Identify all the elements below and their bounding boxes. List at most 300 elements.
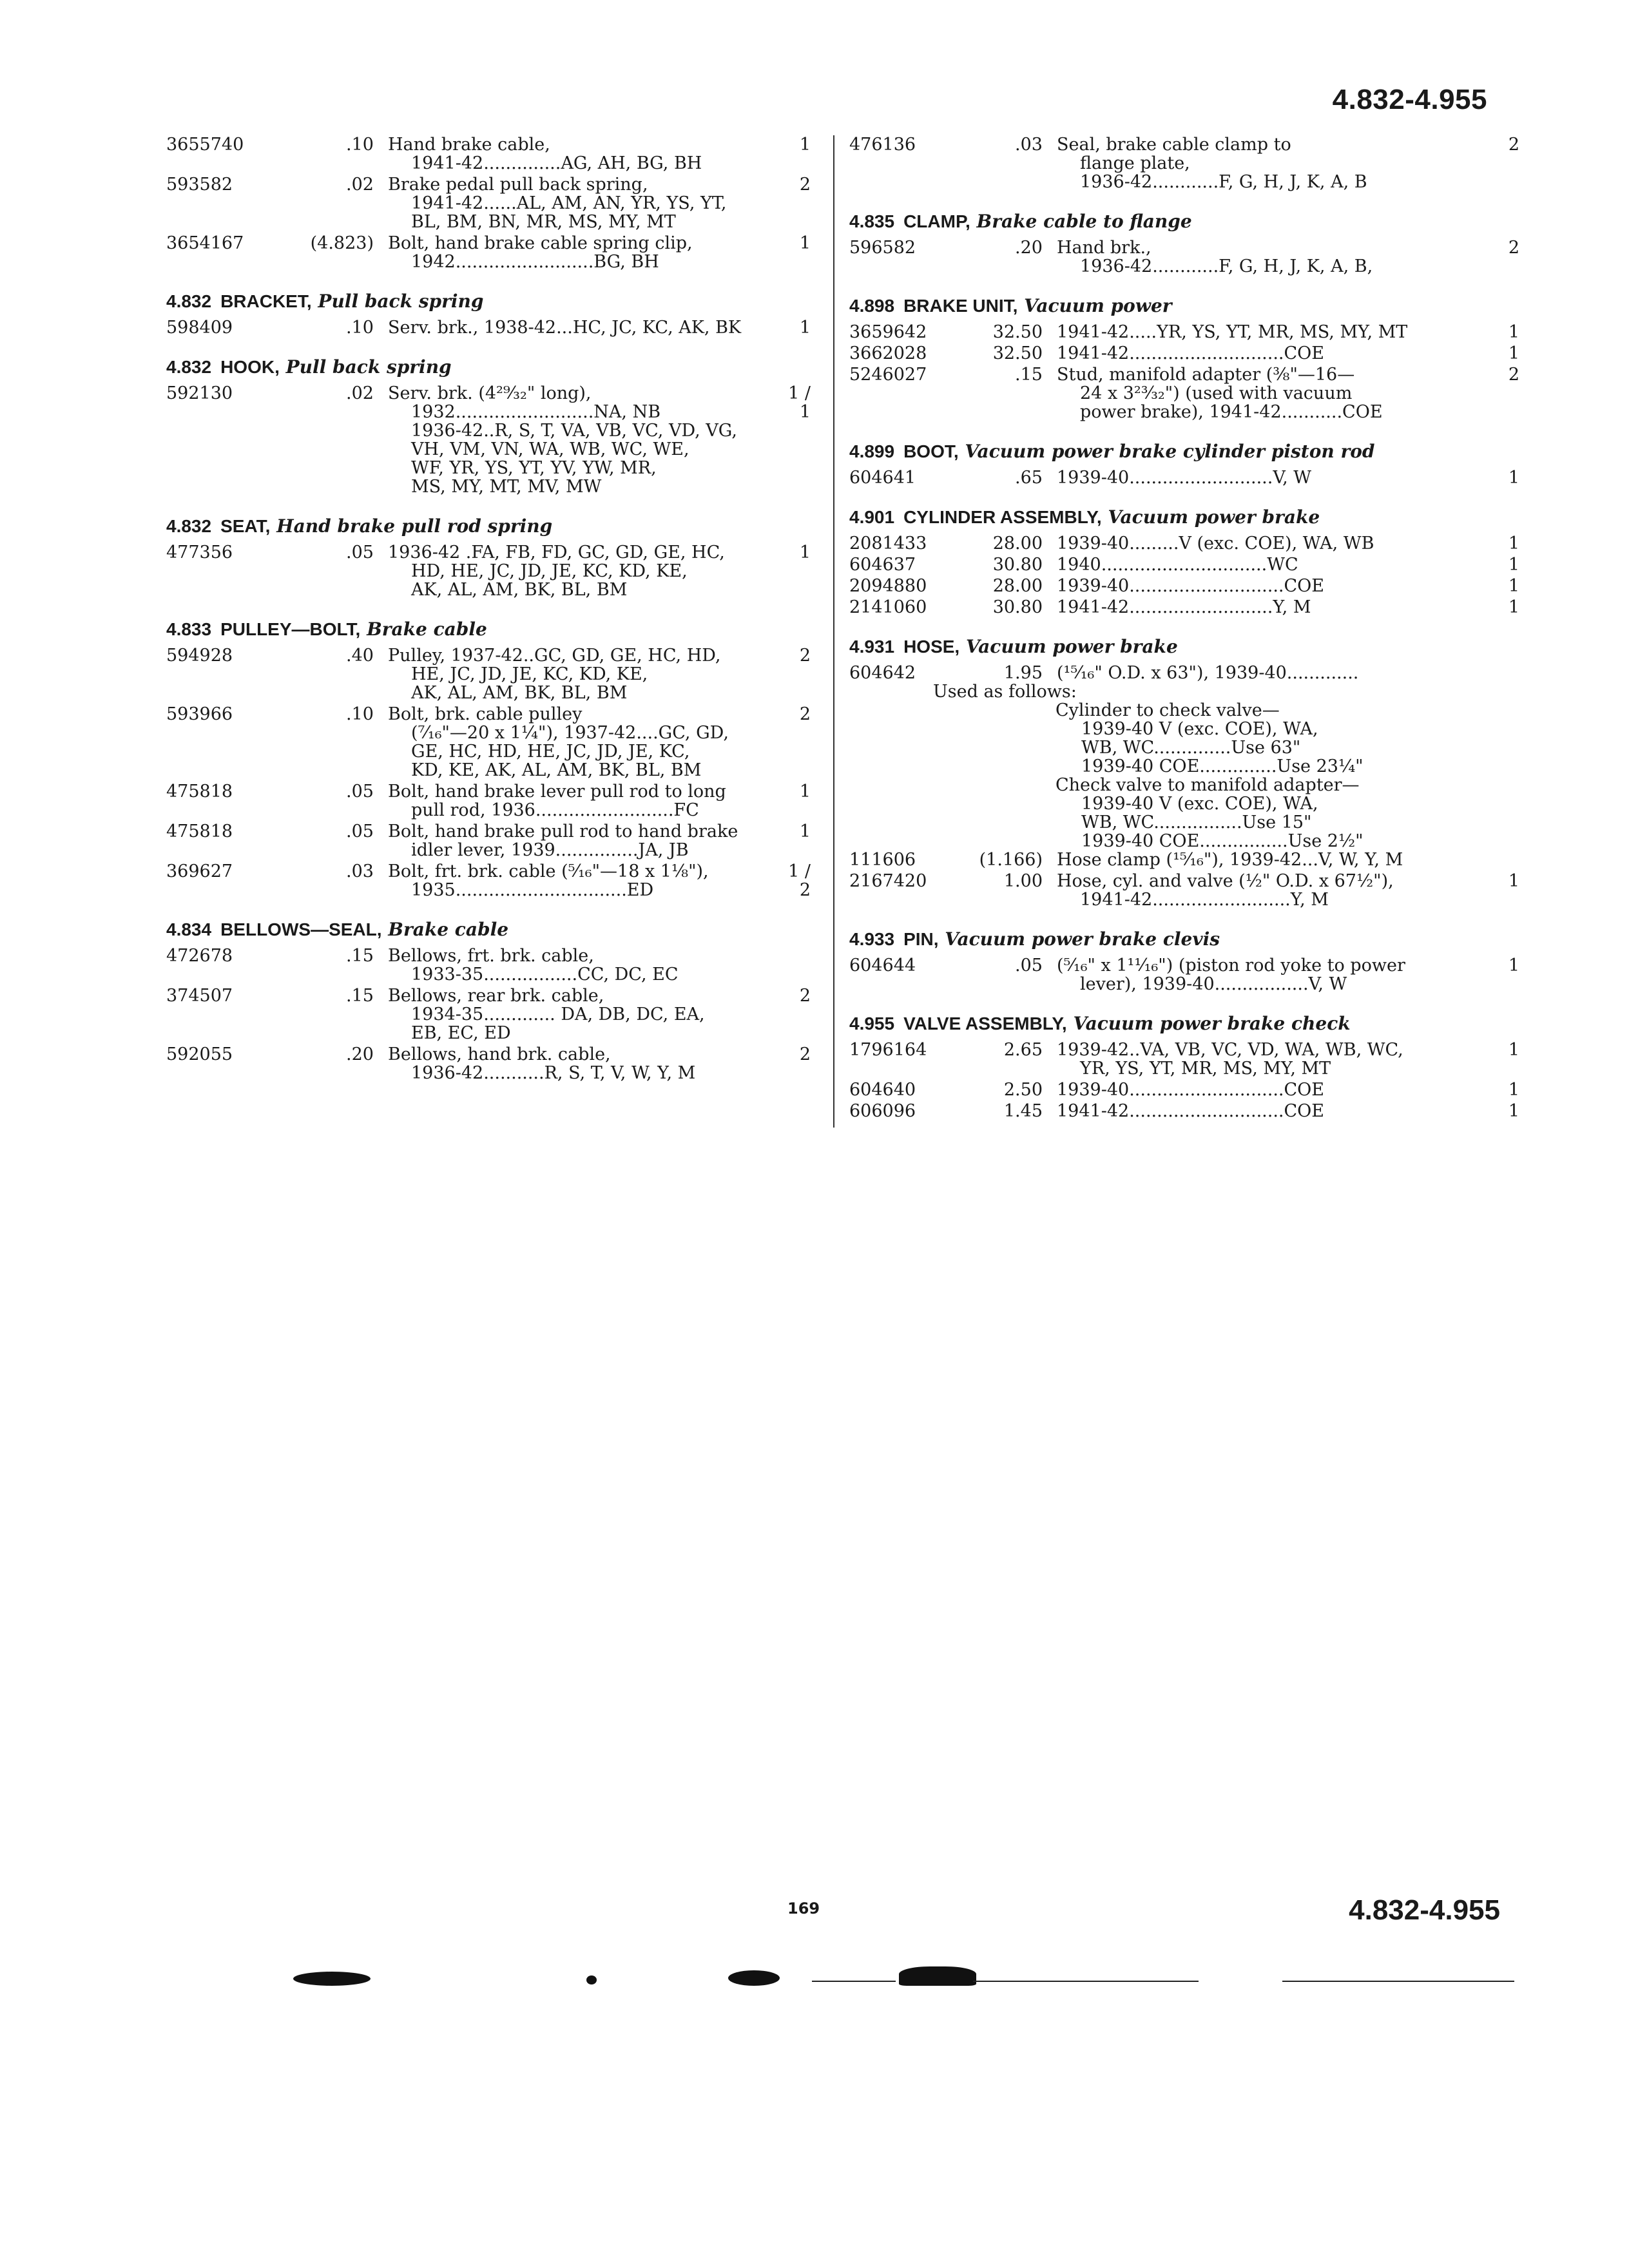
parts-row — [849, 850, 1519, 869]
section-subtitle: Pull back spring — [318, 291, 484, 312]
parts-row — [849, 323, 1519, 341]
column-divider — [833, 135, 834, 1128]
price: 30.80 — [992, 597, 1043, 617]
part-section — [849, 506, 1519, 617]
section-title — [166, 291, 811, 312]
price: (1.166) — [979, 850, 1043, 870]
description-line: Pulley, 1937-42..GC, GD, GE, HC, HD, — [388, 646, 721, 666]
quantity: 1 — [1508, 1040, 1519, 1060]
part-number: 594928 — [166, 646, 233, 666]
section-code: 4.898 — [849, 296, 895, 316]
description-line: 24 x 3²³⁄₃₂") (used with vacuum — [1080, 383, 1353, 403]
description — [1057, 534, 1494, 553]
description-line: 1932.........................NA, NB — [411, 402, 661, 422]
part-number: 606096 — [849, 1101, 916, 1121]
scan-smudge — [899, 1966, 976, 1986]
part-section — [849, 295, 1519, 421]
description — [388, 384, 772, 496]
description-line: YR, YS, YT, MR, MS, MY, MT — [1080, 1059, 1331, 1079]
section-code: 4.835 — [849, 211, 895, 231]
section-name: CLAMP, — [903, 211, 970, 231]
description-line: 1941-42............................COE — [1057, 343, 1325, 363]
part-number: 369627 — [166, 861, 233, 881]
part-section — [849, 636, 1519, 909]
section-name: SEAT, — [220, 516, 271, 536]
part-number: 604640 — [849, 1080, 916, 1100]
description-line: lever), 1939-40.................V, W — [1080, 974, 1347, 994]
section-subtitle: Vacuum power brake check — [1073, 1013, 1351, 1034]
parts-row — [166, 543, 811, 599]
price: .05 — [346, 782, 374, 802]
description — [1057, 365, 1494, 421]
description-line: MS, MY, MT, MV, MW — [411, 477, 602, 497]
description-line: Bolt, hand brake lever pull rod to long — [388, 782, 726, 802]
section-title — [849, 1013, 1519, 1034]
price: .20 — [1015, 238, 1043, 258]
description-line: AK, AL, AM, BK, BL, BM — [411, 683, 628, 703]
part-section — [849, 928, 1519, 994]
quantity: 1 — [1508, 1080, 1519, 1100]
price: 2.50 — [1003, 1080, 1043, 1100]
section-name: HOOK, — [220, 357, 280, 377]
quantity — [1494, 664, 1519, 682]
parts-row — [849, 577, 1519, 595]
used-as-line: WB, WC................Use 15" — [1081, 812, 1312, 832]
description-line: Stud, manifold adapter (⅜"—16— — [1057, 365, 1355, 385]
description-line: 1936-42............F, G, H, J, K, A, B, — [1080, 256, 1373, 276]
description — [1057, 344, 1494, 363]
description-line: KD, KE, AK, AL, AM, BK, BL, BM — [411, 760, 702, 780]
part-number: 604641 — [849, 468, 916, 488]
section-name: HOSE, — [903, 637, 960, 657]
price: .10 — [346, 135, 374, 155]
section-code: 4.833 — [166, 619, 212, 639]
parts-row — [849, 598, 1519, 617]
quantity: 1 — [799, 318, 811, 338]
continued-entries — [849, 135, 1519, 191]
part-number: 374507 — [166, 986, 233, 1006]
used-as-line: 1939-40 COE..............Use 23¼" — [1081, 756, 1364, 776]
description-line: Hose, cyl. and valve (½" O.D. x 67½"), — [1057, 871, 1394, 891]
description-line: 1934-35............. DA, DB, DC, EA, — [411, 1004, 705, 1024]
section-title — [166, 356, 811, 378]
parts-row — [166, 947, 811, 984]
description — [388, 135, 772, 173]
section-title — [166, 919, 811, 940]
part-number: 1796164 — [849, 1040, 927, 1060]
section-subtitle: Brake cable — [388, 919, 509, 940]
part-number: 2094880 — [849, 576, 927, 596]
parts-row — [166, 175, 811, 231]
description — [1057, 1041, 1494, 1078]
quantity: 1 — [1508, 533, 1519, 553]
section-title — [849, 295, 1519, 316]
price: 32.50 — [992, 343, 1043, 363]
price: .15 — [346, 986, 374, 1006]
part-number: 477356 — [166, 543, 233, 562]
price: 32.50 — [992, 322, 1043, 342]
section-title — [849, 441, 1519, 462]
price: 28.00 — [992, 533, 1043, 553]
page-number: 169 — [787, 1899, 820, 1917]
description-line: Serv. brk., 1938-42...HC, JC, KC, AK, BK — [388, 318, 742, 338]
part-section — [166, 919, 811, 1082]
price: .15 — [1015, 365, 1043, 385]
parts-row — [166, 384, 811, 496]
section-subtitle: Vacuum power — [1024, 295, 1172, 316]
part-number: 475818 — [166, 782, 233, 802]
quantity: 1 — [799, 822, 811, 841]
quantity — [772, 947, 811, 984]
description-line: VH, VM, VN, WA, WB, WC, WE, — [411, 439, 689, 459]
used-as-block — [849, 682, 1519, 850]
description-line: 1936-42..R, S, T, VA, VB, VC, VD, VG, — [411, 421, 737, 441]
description — [388, 543, 772, 599]
description-line: WF, YR, YS, YT, YV, YW, MR, — [411, 458, 657, 478]
used-as-line: WB, WC..............Use 63" — [1081, 738, 1301, 758]
section-code: 4.832 — [166, 516, 212, 536]
part-number: 2167420 — [849, 871, 927, 891]
description-line: pull rod, 1936.........................FC — [411, 800, 699, 820]
price: .65 — [1015, 468, 1043, 488]
price: 1.00 — [1003, 871, 1043, 891]
description-line: 1939-40............................COE — [1057, 576, 1325, 596]
description-line: GE, HC, HD, HE, JC, JD, JE, KC, — [411, 742, 690, 762]
section-code: 4.834 — [166, 919, 212, 939]
left-column — [166, 135, 811, 1102]
part-number: 111606 — [849, 850, 916, 870]
description-line: 1941-42..............AG, AH, BG, BH — [411, 153, 702, 173]
section-subtitle: Vacuum power brake cylinder piston rod — [965, 441, 1375, 462]
description — [1057, 468, 1494, 487]
description — [388, 782, 772, 820]
description-line: 1939-40..........................V, W — [1057, 468, 1312, 488]
description-line: 1936-42............F, G, H, J, K, A, B — [1080, 172, 1367, 192]
section-code: 4.899 — [849, 441, 895, 461]
parts-row — [166, 318, 811, 337]
description — [388, 318, 772, 337]
description-line: (¹⁵⁄₁₆" O.D. x 63"), 1939-40............. — [1057, 663, 1359, 683]
section-subtitle: Hand brake pull rod spring — [276, 515, 553, 537]
part-section — [166, 356, 811, 496]
description — [1057, 555, 1494, 574]
description-line: Bellows, hand brk. cable, — [388, 1044, 611, 1064]
section-name: VALVE ASSEMBLY, — [903, 1014, 1067, 1033]
description — [388, 646, 772, 702]
quantity — [1494, 850, 1519, 869]
description-line: 1941-42............................COE — [1057, 1101, 1325, 1121]
price: .10 — [346, 318, 374, 338]
description — [388, 822, 772, 860]
description — [1057, 238, 1494, 276]
price: .05 — [346, 822, 374, 841]
description-line: HE, JC, JD, JE, KC, KD, KE, — [411, 664, 648, 684]
used-as-line: 1939-40 V (exc. COE), WA, — [1081, 719, 1318, 739]
part-section — [849, 441, 1519, 487]
section-code: 4.832 — [166, 357, 212, 377]
section-name: BRAKE UNIT, — [903, 296, 1018, 316]
parts-row — [849, 664, 1519, 682]
parts-row — [166, 234, 811, 271]
description-line: 1935...............................ED — [411, 880, 654, 900]
description-line: power brake), 1941-42...........COE — [1080, 402, 1383, 422]
description — [388, 947, 772, 984]
quantity: 1 — [799, 233, 811, 253]
section-title — [849, 928, 1519, 950]
price: .20 — [346, 1044, 374, 1064]
description-line: 1939-42..VA, VB, VC, VD, WA, WB, WC, — [1057, 1040, 1403, 1060]
scan-smudge — [586, 1975, 597, 1984]
section-title — [849, 506, 1519, 528]
price: .02 — [346, 383, 374, 403]
quantity: 1 — [1508, 468, 1519, 488]
description — [388, 234, 772, 271]
price: (4.823) — [310, 233, 374, 253]
quantity: 1 — [1508, 1101, 1519, 1121]
description-line: 1939-40............................COE — [1057, 1080, 1325, 1100]
price: .05 — [1015, 956, 1043, 975]
description-line: 1941-42......AL, AM, AN, YR, YS, YT, — [411, 193, 727, 213]
description — [1057, 1102, 1494, 1120]
description — [388, 986, 772, 1043]
part-section — [166, 291, 811, 337]
section-code: 4.832 — [166, 291, 212, 311]
part-number: 475818 — [166, 822, 233, 841]
scan-smudge — [728, 1970, 780, 1986]
description — [1057, 135, 1494, 191]
section-title — [849, 636, 1519, 657]
description-line: Bellows, rear brk. cable, — [388, 986, 604, 1006]
parts-row — [849, 344, 1519, 363]
section-name: CYLINDER ASSEMBLY, — [903, 507, 1102, 527]
quantity: 2 — [799, 646, 811, 666]
section-title — [849, 211, 1519, 232]
quantity: 2 — [799, 704, 811, 724]
price: .03 — [346, 861, 374, 881]
description-line: 1941-42.....YR, YS, YT, MR, MS, MY, MT — [1057, 322, 1408, 342]
description-line: Hose clamp (¹⁵⁄₁₆"), 1939-42...V, W, Y, M — [1057, 850, 1403, 870]
part-number: 472678 — [166, 946, 233, 966]
parts-row — [849, 956, 1519, 994]
section-title — [166, 619, 811, 640]
part-number: 5246027 — [849, 365, 927, 385]
description — [388, 1045, 772, 1082]
part-section — [849, 1013, 1519, 1120]
continued-entries — [166, 135, 811, 271]
parts-row — [849, 1041, 1519, 1078]
price: .15 — [346, 946, 374, 966]
section-subtitle: Brake cable — [367, 619, 487, 640]
used-as-line: 1939-40 COE................Use 2½" — [1081, 831, 1364, 851]
section-code: 4.931 — [849, 637, 895, 657]
description — [1057, 598, 1494, 617]
quantity: 1 / 2 — [788, 861, 811, 900]
part-number: 3662028 — [849, 343, 927, 363]
scan-rule — [1282, 1981, 1514, 1982]
quantity: 1 / 1 — [788, 383, 811, 422]
price: 2.65 — [1003, 1040, 1043, 1060]
quantity: 1 — [1508, 597, 1519, 617]
description-line: 1941-42..........................Y, M — [1057, 597, 1311, 617]
description-line: 1936-42 .FA, FB, FD, GC, GD, GE, HC, — [388, 543, 725, 562]
part-section — [166, 619, 811, 899]
description — [1057, 956, 1494, 994]
part-section — [849, 211, 1519, 276]
part-number: 596582 — [849, 238, 916, 258]
used-as-intro: Used as follows: — [933, 682, 1077, 702]
part-number: 604642 — [849, 663, 916, 683]
part-number: 592130 — [166, 383, 233, 403]
parts-row — [166, 822, 811, 860]
part-number: 593582 — [166, 175, 233, 195]
description-line: Serv. brk. (4²⁹⁄₃₂" long), — [388, 383, 592, 403]
price: .02 — [346, 175, 374, 195]
part-number: 598409 — [166, 318, 233, 338]
parts-row — [166, 986, 811, 1043]
price: .10 — [346, 704, 374, 724]
parts-row — [849, 135, 1519, 191]
part-number: 3659642 — [849, 322, 927, 342]
description-line: Bolt, frt. brk. cable (⁵⁄₁₆"—18 x 1⅛"), — [388, 861, 709, 881]
description — [1057, 577, 1494, 595]
description — [1057, 323, 1494, 341]
right-column — [849, 135, 1519, 1140]
section-name: PULLEY—BOLT, — [220, 619, 361, 639]
description-line: Bolt, hand brake pull rod to hand brake — [388, 822, 738, 841]
description — [1057, 850, 1494, 869]
description-line: 1940..............................WC — [1057, 555, 1298, 575]
used-as-line: Check valve to manifold adapter— — [1055, 775, 1360, 795]
part-number: 604637 — [849, 555, 916, 575]
part-number: 476136 — [849, 135, 916, 155]
description-line: AK, AL, AM, BK, BL, BM — [411, 580, 628, 600]
section-code: 4.955 — [849, 1014, 895, 1033]
section-subtitle: Brake cable to flange — [976, 211, 1192, 232]
parts-row — [849, 872, 1519, 909]
description-line: idler lever, 1939...............JA, JB — [411, 840, 689, 860]
used-as-line: 1939-40 V (exc. COE), WA, — [1081, 794, 1318, 814]
description-line: EB, EC, ED — [411, 1023, 511, 1043]
description-line: Hand brk., — [1057, 238, 1152, 258]
part-number: 2081433 — [849, 533, 927, 553]
scan-smudge — [293, 1972, 371, 1986]
part-section — [166, 515, 811, 599]
section-name: BOOT, — [903, 441, 959, 461]
part-number: 593966 — [166, 704, 233, 724]
part-number: 604644 — [849, 956, 916, 975]
quantity: 1 — [799, 543, 811, 562]
description-line: (⁷⁄₁₆"—20 x 1¼"), 1937-42....GC, GD, — [411, 723, 729, 743]
price: .40 — [346, 646, 374, 666]
quantity: 1 — [1508, 871, 1519, 891]
page-header-code: 4.832-4.955 — [1332, 84, 1487, 115]
description-line: Bolt, brk. cable pulley — [388, 704, 583, 724]
quantity: 1 — [1508, 956, 1519, 975]
quantity: 1 — [1508, 343, 1519, 363]
parts-row — [849, 1081, 1519, 1099]
quantity: 2 — [799, 1044, 811, 1064]
parts-row — [166, 705, 811, 780]
price: 30.80 — [992, 555, 1043, 575]
quantity: 2 — [1508, 238, 1519, 258]
section-subtitle: Vacuum power brake — [1108, 506, 1320, 528]
parts-row — [849, 1102, 1519, 1120]
parts-row — [849, 468, 1519, 487]
description-line: (⁵⁄₁₆" x 1¹¹⁄₁₆") (piston rod yoke to power — [1057, 956, 1405, 975]
description — [388, 862, 772, 899]
description — [1057, 872, 1494, 909]
parts-row — [849, 365, 1519, 421]
section-code: 4.901 — [849, 507, 895, 527]
used-as-line: Cylinder to check valve— — [1055, 700, 1280, 720]
price: .05 — [346, 543, 374, 562]
price: 1.45 — [1003, 1101, 1043, 1121]
description-line: Bolt, hand brake cable spring clip, — [388, 233, 693, 253]
description-line: 1936-42...........R, S, T, V, W, Y, M — [411, 1063, 696, 1083]
section-subtitle: Vacuum power brake — [965, 636, 1178, 657]
part-number: 2141060 — [849, 597, 927, 617]
scan-rule — [973, 1981, 1199, 1982]
quantity: 2 — [799, 986, 811, 1006]
quantity: 2 — [1508, 135, 1519, 155]
quantity: 1 — [1508, 555, 1519, 575]
description-line: flange plate, — [1080, 153, 1190, 173]
quantity: 1 — [799, 135, 811, 155]
price: .03 — [1015, 135, 1043, 155]
quantity: 1 — [1508, 322, 1519, 342]
part-number: 3655740 — [166, 135, 244, 155]
description-line: Bellows, frt. brk. cable, — [388, 946, 594, 966]
section-subtitle: Vacuum power brake clevis — [945, 928, 1220, 950]
description-line: 1941-42.........................Y, M — [1080, 890, 1329, 910]
parts-row — [849, 238, 1519, 276]
description — [388, 175, 772, 231]
description-line: 1933-35.................CC, DC, EC — [411, 965, 679, 985]
section-name: PIN, — [903, 929, 939, 949]
quantity: 1 — [799, 782, 811, 802]
section-name: BELLOWS—SEAL, — [220, 919, 382, 939]
quantity: 1 — [1508, 576, 1519, 596]
section-code: 4.933 — [849, 929, 895, 949]
page-footer-code: 4.832-4.955 — [1349, 1894, 1500, 1926]
parts-row — [166, 782, 811, 820]
price: 1.95 — [1003, 663, 1043, 683]
description — [1057, 664, 1494, 682]
description-line: Hand brake cable, — [388, 135, 550, 155]
parts-row — [166, 862, 811, 899]
parts-row — [849, 534, 1519, 553]
scan-rule — [812, 1981, 896, 1982]
price: 28.00 — [992, 576, 1043, 596]
part-number: 592055 — [166, 1044, 233, 1064]
description-line: HD, HE, JC, JD, JE, KC, KD, KE, — [411, 561, 688, 581]
description-line: BL, BM, BN, MR, MS, MY, MT — [411, 212, 676, 232]
parts-row — [166, 135, 811, 173]
description-line: 1942.........................BG, BH — [411, 252, 659, 272]
description-line: 1939-40.........V (exc. COE), WA, WB — [1057, 533, 1374, 553]
part-number: 3654167 — [166, 233, 244, 253]
parts-row — [849, 555, 1519, 574]
description-line: Brake pedal pull back spring, — [388, 175, 648, 195]
description — [388, 705, 772, 780]
description — [1057, 1081, 1494, 1099]
description-line: Seal, brake cable clamp to — [1057, 135, 1291, 155]
quantity: 2 — [1508, 365, 1519, 385]
section-title — [166, 515, 811, 537]
parts-row — [166, 1045, 811, 1082]
parts-row — [166, 646, 811, 702]
section-subtitle: Pull back spring — [285, 356, 452, 378]
